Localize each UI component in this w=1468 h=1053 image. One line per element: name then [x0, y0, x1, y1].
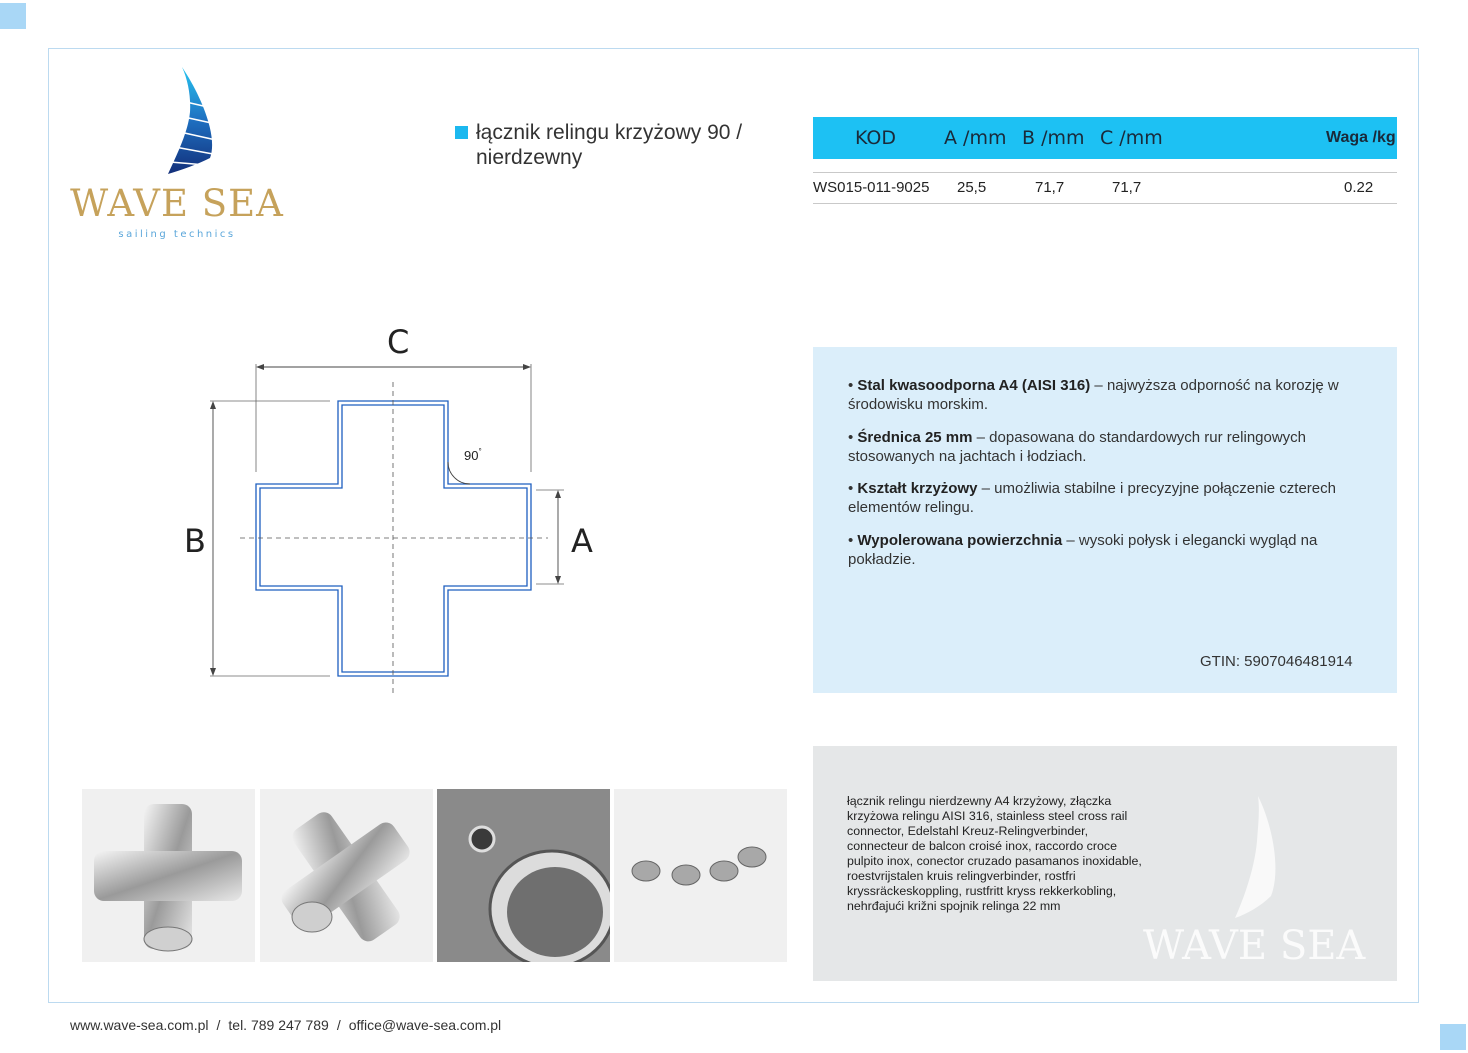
- dimension-label-b: B: [184, 522, 206, 560]
- footer-separator: /: [216, 1017, 221, 1033]
- arrow-a-bottom: [555, 576, 561, 584]
- corner-marker-bottom: [1440, 1024, 1466, 1050]
- cell-kod: WS015-011-9025: [813, 179, 930, 196]
- cell-c: 71,7: [1112, 179, 1142, 196]
- keywords-text: łącznik relingu nierdzewny A4 krzyżowy, złączka krzyżowa relingu AISI 316, stainless steel cross rail connector, Edelstahl Kreuz-Relingverbinder, connecteur de balcon croisé inox, raccordo croce pulpito inox, conector cruzado pasamanos inoxidable, roestvrijstalen kruis relingverbinder, rostfri kryssräckeskoppling, rustfritt kryss rekkerkobling, nehrđajući križni spojnik relinga 22 mm: [847, 794, 1142, 913]
- brand-name: WAVE SEA: [70, 182, 284, 225]
- arrow-c-left: [256, 364, 264, 370]
- technical-drawing: [180, 322, 600, 702]
- arrow-a-top: [555, 490, 561, 498]
- gtin-code: GTIN: 5907046481914: [1200, 653, 1353, 670]
- brand-tagline: sailing technics: [118, 229, 236, 240]
- cross-connector-angled-icon: [260, 789, 433, 962]
- footer-phone[interactable]: tel. 789 247 789: [228, 1017, 329, 1033]
- sail-icon: [70, 62, 300, 182]
- angle-label: 90°: [464, 447, 482, 463]
- footer-separator: /: [336, 1017, 341, 1033]
- set-screws-icon: [614, 789, 787, 962]
- arrow-c-right: [523, 364, 531, 370]
- dimension-label-a: A: [571, 522, 593, 560]
- product-photo-front: [82, 789, 255, 962]
- spec-table-header: [813, 117, 1397, 159]
- keywords-box: [813, 746, 1397, 981]
- product-photo-screws: [614, 789, 787, 962]
- product-photo-closeup: [437, 789, 610, 962]
- cell-b: 71,7: [1035, 179, 1065, 196]
- watermark-text: WAVE SEA: [1143, 923, 1366, 969]
- feature-item: • Kształt krzyżowy – umożliwia stabilne i precyzyjne połączenie czterech elementów relingu.: [848, 480, 1336, 516]
- header-kod: KOD: [855, 127, 897, 149]
- angle-arc: [448, 462, 470, 484]
- cell-a: 25,5: [957, 179, 987, 196]
- cross-outline-outer: [256, 401, 531, 676]
- cell-waga: 0.22: [1344, 179, 1374, 196]
- product-photo-angled: [260, 789, 433, 962]
- spec-table: [813, 117, 1397, 204]
- cross-outline-inner: [260, 405, 527, 672]
- footer-email-link[interactable]: office@wave-sea.com.pl: [348, 1017, 502, 1033]
- table-row: [813, 172, 1397, 204]
- arrow-b-bottom: [210, 668, 216, 676]
- brand-logo: [70, 62, 300, 247]
- arrow-b-top: [210, 401, 216, 409]
- feature-item: • Średnica 25 mm – dopasowana do standardowych rur relingowych stosowanych na jachtach i łodziach.: [848, 429, 1307, 465]
- product-title: łącznik relingu krzyżowy 90 / nierdzewny: [476, 121, 743, 169]
- title-bullet: [455, 126, 468, 139]
- footer-contact: [70, 1017, 501, 1033]
- feature-item: • Stal kwasoodporna A4 (AISI 316) – najwyższa odporność na korozję w środowisku morskim.: [848, 377, 1339, 413]
- feature-item: • Wypolerowana powierzchnia – wysoki połysk i elegancki wygląd na pokładzie.: [848, 532, 1318, 568]
- header-c: C /mm: [1100, 127, 1163, 149]
- dimension-label-c: C: [387, 323, 410, 361]
- watermark-sail-icon: [1143, 746, 1373, 981]
- cross-connector-front-icon: [82, 789, 255, 962]
- header-b: B /mm: [1022, 127, 1085, 149]
- corner-marker-top: [0, 3, 26, 29]
- header-waga: Waga /kg: [1326, 129, 1396, 146]
- connector-closeup-icon: [437, 789, 610, 962]
- header-a: A /mm: [944, 127, 1007, 149]
- features-box: [813, 347, 1397, 693]
- footer-website-link[interactable]: www.wave-sea.com.pl: [70, 1017, 209, 1033]
